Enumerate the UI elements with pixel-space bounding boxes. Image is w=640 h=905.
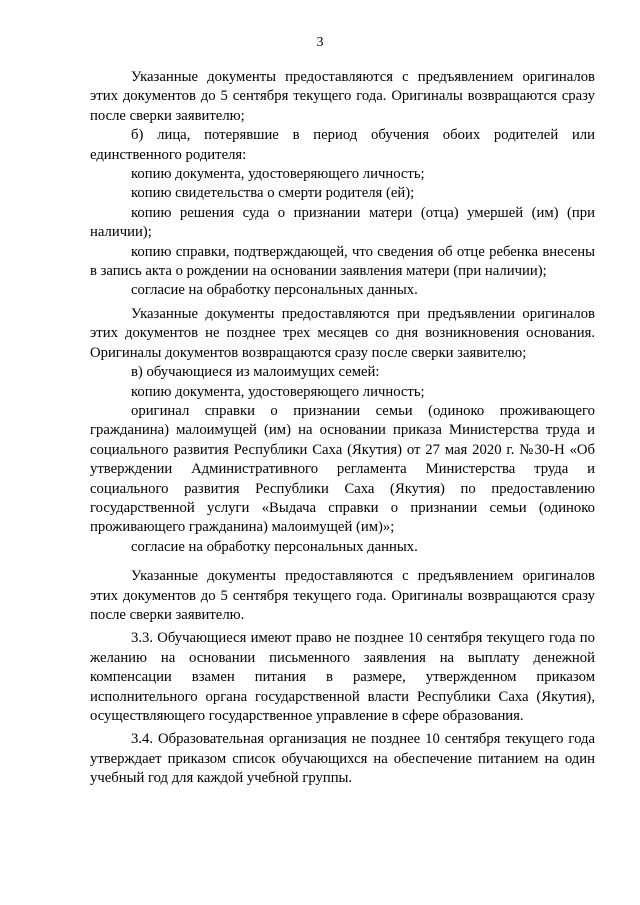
paragraph-id-copy-2: копию документа, удостоверяющего личность; bbox=[131, 383, 425, 400]
paragraph-court-decision: копию решения суда о признании матери (отца) умершей (им) (при наличии); bbox=[90, 204, 595, 241]
page-number: 3 bbox=[316, 35, 324, 50]
paragraph-originals-sept5: Указанные документы предоставляются с предъявлением оригиналов этих документов до 5 сентября текущего года. Оригиналы возвращаются сразу после сверки заявителю; bbox=[90, 69, 595, 124]
paragraph-originals-sept5-2: Указанные документы предоставляются с предъявлением оригиналов этих документов до 5 сентября текущего года. Оригиналы возвращаются сразу после сверки заявителю. bbox=[90, 568, 595, 623]
paragraph-id-copy: копию документа, удостоверяющего личность; bbox=[131, 166, 425, 183]
paragraph-section-3-4: 3.4. Образовательная организация не позднее 10 сентября текущего года утверждает приказом список обучающихся на обеспечение питанием на один учебный год для каждой учебной группы. bbox=[90, 731, 595, 787]
paragraph-consent: согласие на обработку персональных данных. bbox=[131, 282, 418, 299]
paragraph-father-record: копию справки, подтверждающей, что сведения об отце ребенка внесены в запись акта о рождении на основании заявления матери (при наличии); bbox=[90, 243, 595, 280]
paragraph-low-income-heading: в) обучающиеся из малоимущих семей: bbox=[131, 364, 380, 381]
paragraph-low-income-certificate: оригинал справки о признании семьи (одиноко проживающего гражданина) малоимущей (им) на основании приказа Министерства труда и социального развития Республики Саха (Якутия) от 27 мая 2020 г. №30-Н «Об утверждении Административного регламента Министерства труда и социального развития Республики Саха (Якутия) по предоставлению государственной услуги «Выдача справки о признании семьи (одиноко проживающего гражданина) малоимущей (им)»; bbox=[90, 402, 595, 536]
document-body bbox=[90, 68, 595, 789]
paragraph-consent-2: согласие на обработку персональных данных. bbox=[131, 538, 418, 555]
paragraph-section-3-3: 3.3. Обучающиеся имеют право не позднее 10 сентября текущего года по желанию на основании письменного заявления на выплату денежной компенсации взамен питания в размере, утвержденном приказом исполнительного органа государственной власти Республики Саха (Якутия), осуществляющего государственное управление в сфере образования. bbox=[90, 630, 595, 724]
paragraph-orphans-heading: б) лица, потерявшие в период обучения обоих родителей или единственного родителя: bbox=[90, 127, 595, 163]
paragraph-originals-three-months: Указанные документы предоставляются при предъявлении оригиналов этих документов не позднее трех месяцев со дня возникновения основания. Оригиналы документов возвращаются сразу после сверки заявителю; bbox=[90, 305, 595, 361]
paragraph-death-certificate: копию свидетельства о смерти родителя (ей); bbox=[131, 185, 415, 202]
